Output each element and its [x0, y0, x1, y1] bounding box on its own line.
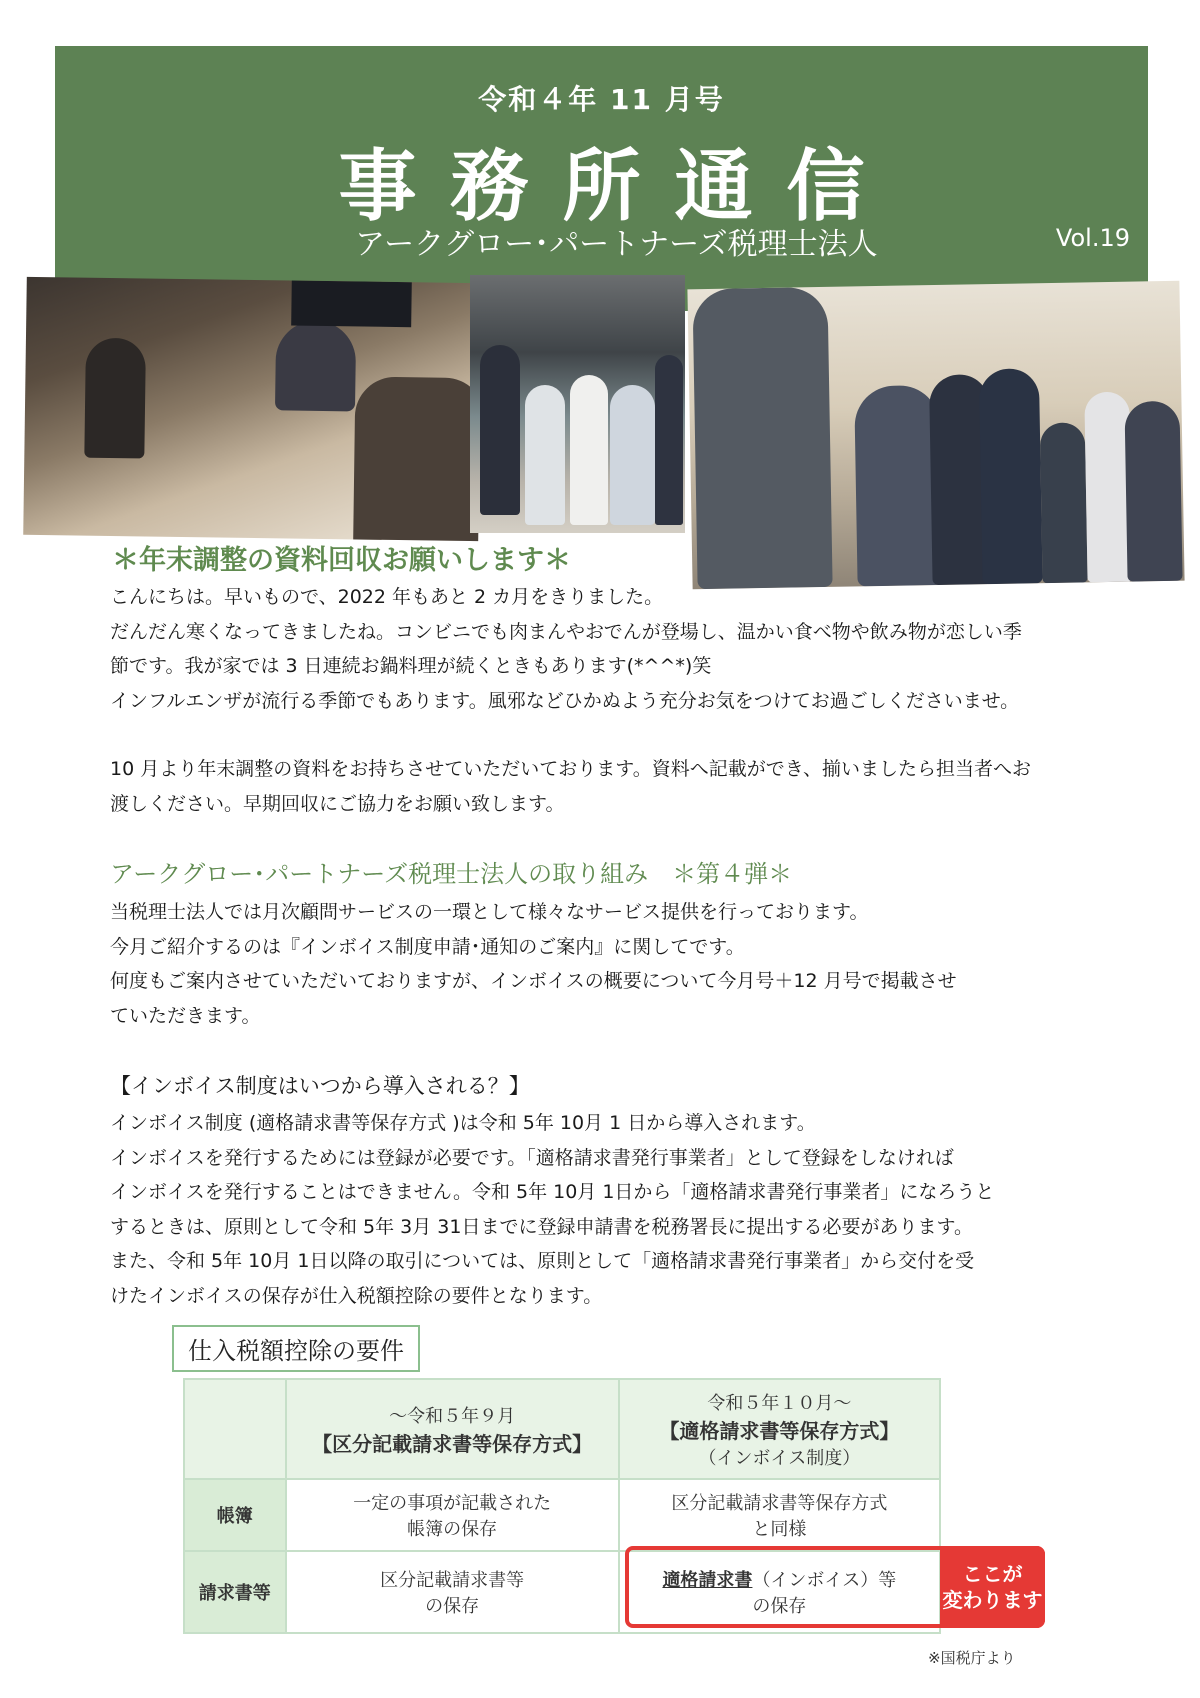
initiatives-paragraph — [110, 895, 1100, 1033]
new-method-note: （インボイス制度） — [698, 1447, 861, 1469]
invoice-line: インボイスを発行するためには登録が必要です。「適格請求書発行事業者」として登録をしなければ — [110, 1146, 954, 1169]
newsletter-title: 事務所通信 — [338, 142, 899, 232]
books-old-cell — [286, 1479, 619, 1551]
newsletter-header — [55, 46, 1148, 311]
invoices-old-line: の保存 — [425, 1596, 480, 1617]
books-old-line: 帳簿の保存 — [407, 1519, 498, 1540]
new-method-name: 【適格請求書等保存方式】 — [659, 1418, 900, 1443]
initiatives-line: 何度もご案内させていただいておりますが、インボイスの概要について今月号＋12 月号で掲載させ — [110, 970, 957, 992]
badge-line: 変わります — [942, 1588, 1043, 1612]
greeting-line: こんにちは。早いもので、2022 年もあと 2 カ月をきりました。 — [110, 586, 664, 608]
greeting-paragraph — [110, 580, 1100, 718]
books-new-line: と同様 — [752, 1519, 807, 1540]
books-new-cell — [619, 1479, 940, 1551]
greeting-line: だんだん寒くなってきましたね。コンビニでも肉まんやおでんが登場し、温かい食べ物や飲み物が恋しい季 — [110, 620, 1022, 643]
books-old-line: 一定の事項が記載された — [353, 1493, 552, 1514]
invoice-term-rest: （インボイス）等 — [752, 1570, 897, 1591]
initiatives-line: 当税理士法人では月次顧問サービスの一環として様々なサービス提供を行っております。 — [110, 901, 869, 923]
greeting-line: 節です。我が家では 3 日連続お鍋料理が続くときもあります(*^^*)笑 — [110, 655, 712, 677]
books-new-line: 区分記載請求書等保存方式 — [671, 1493, 888, 1514]
table-row — [184, 1479, 940, 1551]
table-header-row — [184, 1379, 940, 1479]
invoice-paragraph — [110, 1106, 1100, 1313]
old-method-header — [286, 1379, 619, 1479]
row-label-invoices: 請求書等 — [184, 1551, 286, 1633]
staff-group-photo — [470, 275, 685, 533]
old-period: ～令和５年９月 — [389, 1405, 516, 1427]
old-method-name: 【区分記載請求書等保存方式】 — [312, 1431, 593, 1456]
volume-number: Vol.19 — [1055, 224, 1130, 252]
invoices-old-cell — [286, 1551, 619, 1633]
row-label-books: 帳簿 — [184, 1479, 286, 1551]
office-meeting-photo — [23, 277, 482, 541]
invoice-line: するときは、原則として令和 5年 3月 31日までに登録申請書を税務署長に提出する必要があります。 — [110, 1215, 973, 1238]
invoice-line: けたインボイスの保存が仕入税額控除の要件となります。 — [110, 1284, 603, 1307]
greeting-line: インフルエンザが流行る季節でもあります。風邪などひかぬよう充分お気をつけてお過ごしくださいませ。 — [110, 689, 1020, 712]
year-end-line: 渡しください。早期回収にご協力をお願い致します。 — [110, 792, 565, 815]
change-badge — [940, 1546, 1045, 1628]
initiatives-line: ていただきます。 — [110, 1004, 261, 1027]
badge-line: ここが — [962, 1562, 1023, 1586]
invoices-new-line: の保存 — [752, 1596, 807, 1617]
firm-name: アークグロー･パートナーズ税理士法人 — [355, 227, 878, 262]
source-note: ※国税庁より — [928, 1649, 1016, 1667]
staff-team-photo — [687, 281, 1184, 590]
requirements-title: 仕入税額控除の要件 — [172, 1325, 420, 1372]
initiatives-heading: アークグロー･パートナーズ税理士法人の取り組み ＊第４弾＊ — [110, 860, 793, 888]
invoice-line: また、令和 5年 10月 1日以降の取引については、原則として「適格請求書発行事業者」から交付を受 — [110, 1250, 975, 1272]
invoice-subheading: 【インボイス制度はいつから導入される？】 — [110, 1074, 530, 1098]
qualified-invoice-term: 適格請求書 — [662, 1570, 753, 1591]
invoice-line: インボイスを発行することはできません。令和 5年 10月 1日から「適格請求書発行事業者」になろうと — [110, 1181, 995, 1203]
initiatives-line: 今月ご紹介するのは『インボイス制度申請･通知のご案内』に関してです。 — [110, 935, 745, 958]
year-end-paragraph — [110, 752, 1100, 821]
new-method-header — [619, 1379, 940, 1479]
corner-cell — [184, 1379, 286, 1479]
new-period: 令和５年１０月～ — [707, 1392, 852, 1414]
issue-date: 令和４年 11 月号 — [478, 83, 725, 116]
invoice-line: インボイス制度 (適格請求書等保存方式 )は令和 5年 10月 1 日から導入されます。 — [110, 1112, 816, 1134]
year-end-line: 10 月より年末調整の資料をお持ちさせていただいております。資料へ記載ができ、揃いましたら担当者へお — [110, 758, 1031, 780]
year-end-heading: ＊年末調整の資料回収お願いします＊ — [112, 545, 571, 576]
invoices-old-line: 区分記載請求書等 — [380, 1570, 525, 1591]
